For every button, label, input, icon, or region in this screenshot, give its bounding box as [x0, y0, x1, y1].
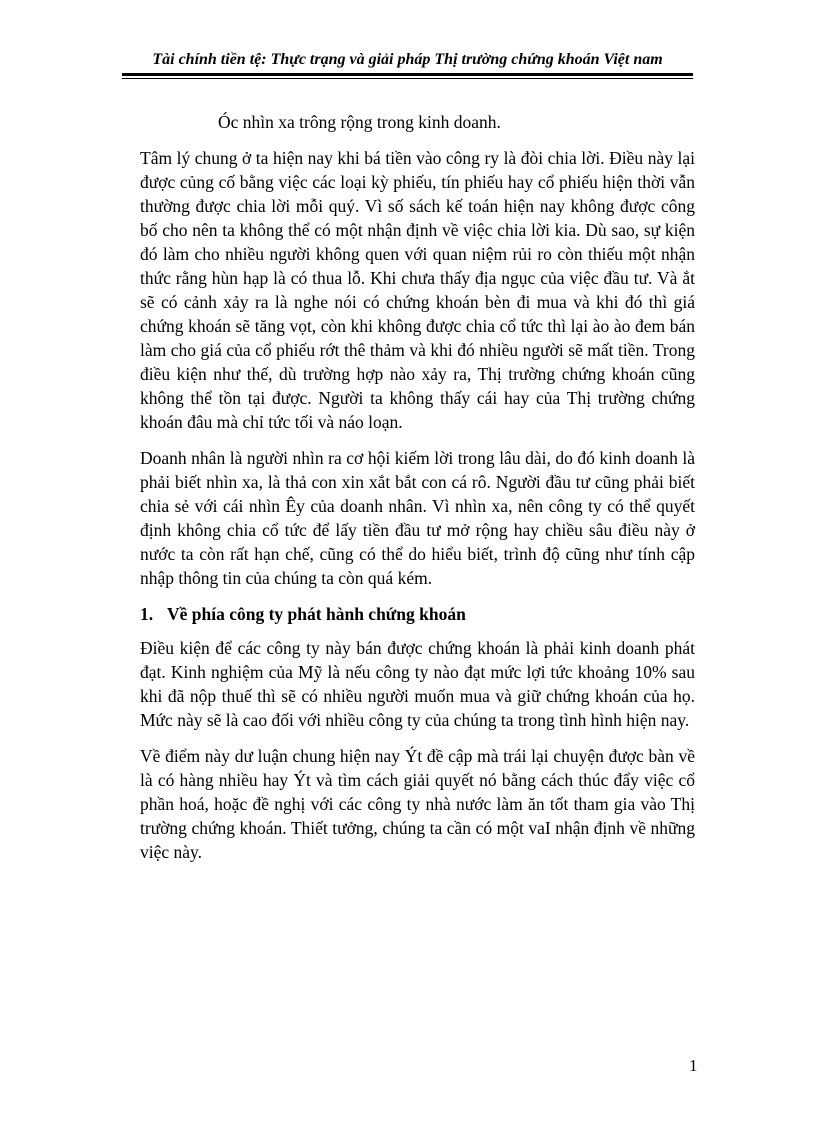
header-rule-thick	[122, 73, 693, 76]
paragraph-2: Doanh nhân là người nhìn ra cơ hội kiếm lời trong lâu dài, do đó kinh doanh là phải biết nhìn xa, là thả con xin xắt bắt con cá rô. Người đầu tư cũng phải biết chia sẻ với cái nhìn Êy của doanh nhân. Vì nhìn xa, nên công ty có thể quyết định không chia cổ tức để lấy tiền đầu tư mở rộng hay chiều sâu điều này ở nước ta còn rất hạn chế, cũng có thể do hiểu biết, trình độ cũng như tính cập nhập thông tin của chúng ta còn quá kém.	[140, 448, 695, 588]
section-title: Về phía công ty phát hành chứng khoán	[167, 604, 466, 624]
paragraph-3: Điều kiện để các công ty này bán được chứng khoán là phải kinh doanh phát đạt. Kinh nghiệm của Mỹ là nếu công ty nào đạt mức lợi tức khoảng 10% sau khi đã nộp thuế thì sẽ có nhiều người muốn mua và giữ chứng khoán của họ. Mức này sẽ là cao đối với nhiều công ty của chúng ta trong tình hình hiện nay.	[140, 638, 695, 730]
page-number: 1	[689, 1056, 698, 1075]
section-number: 1.	[140, 604, 154, 624]
paragraph-1: Tâm lý chung ở ta hiện nay khi bá tiền vào công ry là đòi chia lời. Điều này lại được củng cố bằng việc các loại kỳ phiếu, tín phiếu hay cổ phiếu hiện thời vẫn thường được chia lời mỗi quý. Vì số sách kế toán hiện nay không được công bố cho nên ta không thể có một nhận định về việc chia lời kia. Dù sao, sự kiện đó làm cho nhiều người không quen với quan niệm rủi ro còn thiếu một nhận thức rằng hùn hạp là có thua lỗ. Khi chưa thấy địa ngục của việc đầu tư. Và ắt sẽ có cảnh xảy ra là nghe nói có chứng khoán bèn đi mua và khi đó thì giá chứng khoán sẽ tăng vọt, còn khi không được chia cổ tức thì lại ào ào đem bán làm cho giá của cổ phiếu rớt thê thảm và khi đó nhiều người sẽ mất tiền. Trong điều kiện như thế, dù trường hợp nào xảy ra, Thị trường chứng khoán cũng không thể tồn tại được. Người ta không thấy cái hay của Thị trường chứng khoán đâu mà chỉ tức tối và náo loạn.	[140, 148, 695, 432]
document-body	[140, 110, 695, 876]
header-rule-thin	[122, 78, 693, 79]
lead-line: Óc nhìn xa trông rộng trong kinh doanh.	[218, 112, 501, 132]
running-header: Tài chính tiền tệ: Thực trạng và giải pháp Thị trường chứng khoán Việt nam	[152, 51, 663, 68]
paragraph-4: Về điểm này dư luận chung hiện nay Ýt đề cập mà trái lại chuyện được bàn về là có hàng nhiều hay Ýt và tìm cách giải quyết nó bằng cách thúc đẩy việc cổ phần hoá, hoặc đề nghị với các công ty nhà nước làm ăn tốt tham gia vào Thị trường chứng khoán. Thiết tưởng, chúng ta cần có một vaI nhận định về những việc này.	[140, 746, 695, 862]
section-heading	[140, 602, 695, 626]
